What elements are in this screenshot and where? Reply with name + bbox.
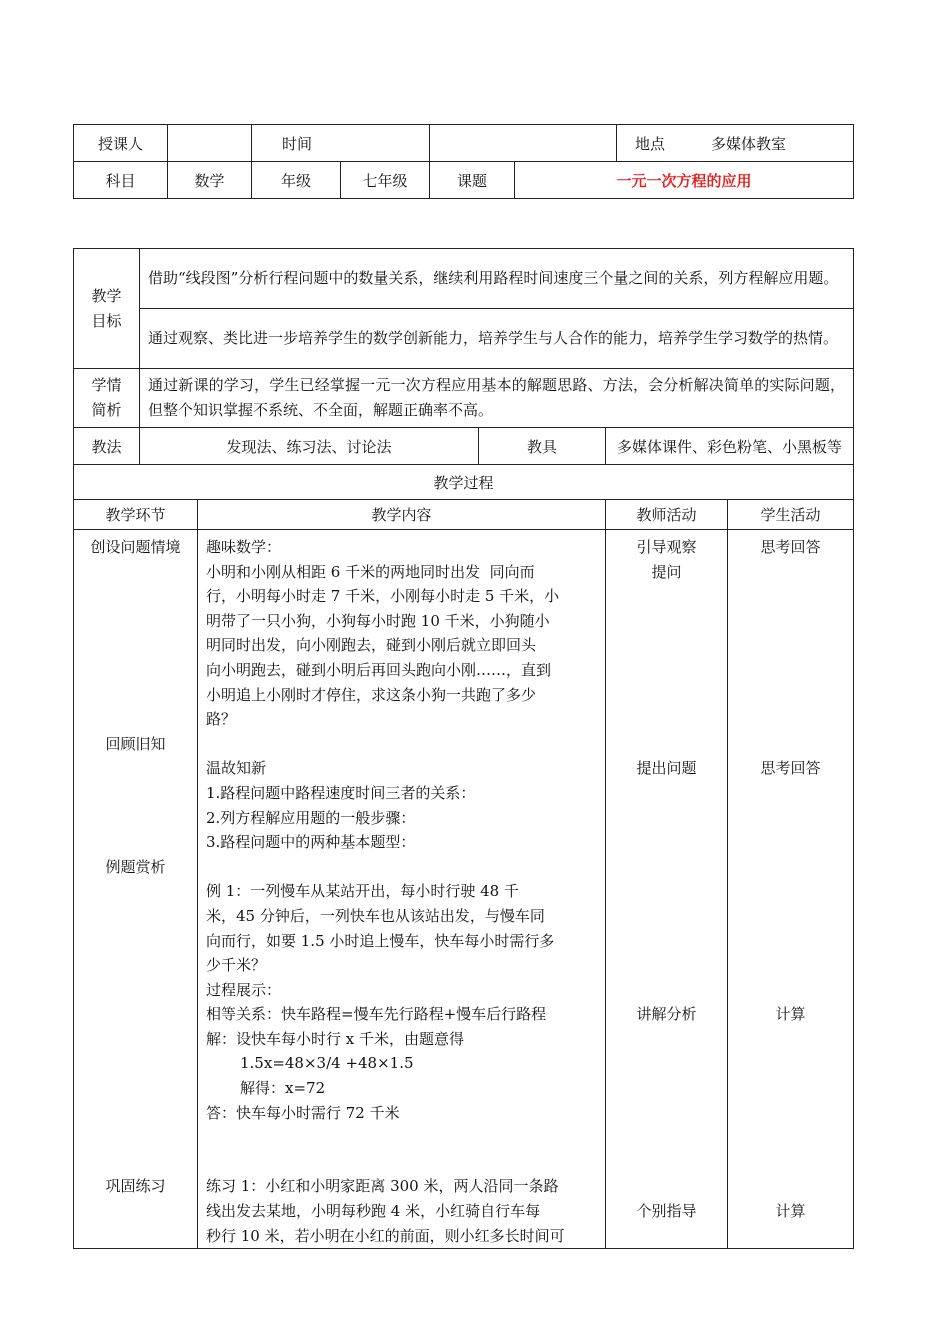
methods-value: 发现法、练习法、讨论法 [140,428,479,465]
stage-line [74,756,197,781]
subject-label: 科目 [74,162,168,199]
stage-line: 创设问题情境 [90,538,181,556]
teacher-activity-list [606,530,727,1224]
student-activity-line [728,855,853,880]
teacher-activity-line [606,978,727,1003]
analysis-label: 学情简析 [74,369,140,428]
stage-line [74,879,197,904]
content-line: 向而行，如要 1.5 小时追上慢车，快车每小时需行多 [206,931,555,950]
col-stage-header: 教学环节 [74,500,198,530]
stage-line [74,904,197,929]
analysis-text: 通过新课的学习，学生已经掌握一元一次方程应用基本的解题思路、方法，会分析解决简单的实际问题，但整个知识掌握不系统、不全面，解题正确率不高。 [140,369,854,428]
content-line: 3.路程问题中的两种基本题型： [206,833,416,852]
col-content-header: 教学内容 [198,500,606,530]
stage-line [74,1027,197,1052]
content-line [206,1125,597,1150]
goal-item-2: 通过观察、类比进一步培养学生的数学创新能力，培养学生与人合作的能力，培养学生学习数学的热情。 [140,309,854,369]
student-activity-line [728,781,853,806]
content-line: 1.路程问题中路程速度时间三者的关系： [206,783,476,802]
topic-value: 一元一次方程的应用 [515,162,854,199]
student-activity-line: 思考回答 [760,759,821,778]
teacher-activity-line: 提出问题 [636,759,697,778]
student-activity-line [728,658,853,683]
teacher-column [606,530,728,1249]
stage-line: 例题赏析 [105,857,166,876]
stage-line [74,683,197,708]
content-line [206,855,597,880]
stage-line [74,560,197,585]
student-activity-line [728,707,853,732]
teacher-activity-line [606,904,727,929]
stage-line [74,609,197,634]
stage-line [74,584,197,609]
stage-line [74,806,197,831]
content-line: 米，45 分钟后，一列快车也从该站出发，与慢车同 [206,906,545,925]
teacher-activity-line [606,830,727,855]
student-activity-line [728,732,853,757]
content-line: 温故知新 [206,759,267,778]
student-activity-line [728,953,853,978]
student-activity-line [728,609,853,634]
grade-value: 七年级 [341,162,430,199]
stage-line [74,781,197,806]
teacher-label: 授课人 [74,125,168,162]
teacher-activity-line [606,929,727,954]
teacher-value [168,125,252,162]
student-activity-line [728,1027,853,1052]
content-line: 小明和小刚从相距 6 千米的两地同时出发 同向而 [206,562,535,581]
content-line [206,1150,597,1175]
lesson-header-table [73,124,854,199]
teacher-activity-line [606,1150,727,1175]
content-list [198,530,605,1248]
time-value [430,125,617,162]
content-line: 答：快车每小时需行 72 千米 [206,1103,400,1122]
col-teacher-header: 教师活动 [606,500,728,530]
stage-line [74,633,197,658]
stage-line [74,830,197,855]
teacher-activity-line [606,584,727,609]
process-title: 教学过程 [74,465,854,500]
student-activity-line [728,683,853,708]
stage-line [74,953,197,978]
content-line: 行，小明每小时走 7 千米，小刚每小时走 5 千米，小 [206,587,560,606]
stage-line [74,1076,197,1101]
student-activity-line: 计算 [775,1005,806,1024]
content-line: 秒行 10 米，若小明在小红的前面，则小红多长时间可 [206,1226,565,1245]
student-activity-line: 计算 [775,1202,806,1221]
student-activity-line: 思考回答 [760,538,821,556]
stage-line: 巩固练习 [105,1177,166,1196]
stage-line [74,929,197,954]
student-activity-line [728,1150,853,1175]
content-line: 小明追上小刚时才停住，求这条小狗一共跑了多少 [206,685,537,704]
teacher-activity-line [606,658,727,683]
teacher-activity-line [606,707,727,732]
teacher-activity-line [606,781,727,806]
stage-line: 回顾旧知 [105,734,166,753]
stage-line [74,978,197,1003]
teacher-activity-line [606,683,727,708]
teaching-plan-table [73,248,854,1249]
stage-line [74,1150,197,1175]
teacher-activity-line: 引导观察 [636,538,697,556]
stage-line [74,707,197,732]
student-activity-line [728,633,853,658]
student-activity-line [728,929,853,954]
stage-line [74,1125,197,1150]
tools-label: 教具 [479,428,606,465]
content-line: 例 1：一列慢车从某站开出，每小时行驶 48 千 [206,882,519,901]
content-line: 1.5x=48×3/4 +48×1.5 [240,1054,414,1073]
content-column [198,530,606,1249]
teacher-activity-line [606,806,727,831]
stage-line [74,1051,197,1076]
place-value: 多媒体教室 [711,134,787,153]
time-label: 时间 [282,134,313,153]
student-activity-line [728,1076,853,1101]
teacher-activity-line: 个别指导 [636,1202,697,1221]
teacher-activity-line [606,633,727,658]
content-line: 明带了一只小狗，小狗每小时跑 10 千米，小狗随小 [206,611,550,630]
student-activity-line [728,560,853,585]
teacher-activity-line: 讲解分析 [636,1005,697,1024]
teacher-activity-line [606,609,727,634]
teacher-activity-line [606,1076,727,1101]
grade-label: 年级 [252,162,341,199]
content-line: 趣味数学： [206,538,282,556]
teacher-activity-line [606,1101,727,1126]
place-label: 地点 [635,134,666,153]
content-line: 过程展示： [206,980,282,999]
goal-item-1: 借助“线段图”分析行程问题中的数量关系，继续利用路程时间速度三个量之间的关系，列方程解应用题。 [140,249,854,309]
teacher-activity-line [606,1174,727,1199]
stage-line [74,1002,197,1027]
content-line: 明同时出发，向小刚跑去，碰到小刚后就立即回头 [206,636,537,655]
content-line: 解得：x=72 [240,1079,326,1098]
content-line: 线出发去某地，小明每秒跑 4 米，小红骑自行车每 [206,1202,541,1221]
content-line: 解：设快车每小时行 x 千米，由题意得 [206,1029,464,1048]
student-activity-line [728,1125,853,1150]
content-line: 路？ [206,710,237,729]
content-line: 练习 1：小红和小明家距离 300 米，两人沿同一条路 [206,1177,559,1196]
teacher-activity-line [606,1051,727,1076]
content-line: 相等关系：快车路程=慢车先行路程+慢车后行路程 [206,1005,547,1024]
student-activity-line [728,806,853,831]
content-line: 少千米？ [206,956,267,975]
stage-column [74,530,198,1249]
student-activity-line [728,584,853,609]
methods-label: 教法 [74,428,140,465]
teacher-activity-line [606,1027,727,1052]
goals-label: 教学目标 [74,249,140,369]
stage-line [74,658,197,683]
student-activity-line [728,1051,853,1076]
teacher-activity-line [606,953,727,978]
student-column [728,530,854,1249]
student-activity-line [728,879,853,904]
content-line: 向小明跑去，碰到小明后再回头跑向小刚……，直到 [206,660,552,679]
teacher-activity-line [606,879,727,904]
teacher-activity-line [606,855,727,880]
time-label-cell [252,125,430,162]
student-activity-line [728,978,853,1003]
subject-value: 数学 [168,162,252,199]
place-cell [617,125,854,162]
teacher-activity-line: 提问 [651,562,682,581]
student-activity-line [728,830,853,855]
content-line: 2.列方程解应用题的一般步骤： [206,808,416,827]
teacher-activity-line [606,732,727,757]
stage-line [74,1101,197,1126]
student-activity-line [728,904,853,929]
stage-list [74,530,197,1199]
student-activity-list [728,530,853,1224]
tools-value: 多媒体课件、彩色粉笔、小黑板等 [606,428,854,465]
student-activity-line [728,1174,853,1199]
content-line [206,732,597,757]
col-student-header: 学生活动 [728,500,854,530]
teacher-activity-line [606,1125,727,1150]
student-activity-line [728,1101,853,1126]
topic-label: 课题 [430,162,515,199]
